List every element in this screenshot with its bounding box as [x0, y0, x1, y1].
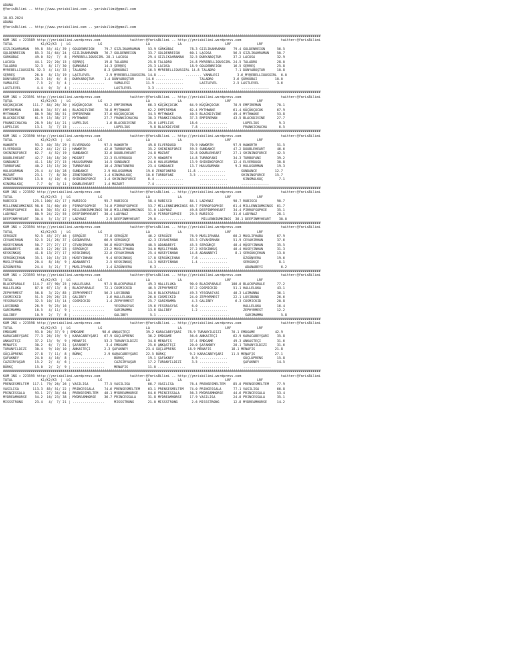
column-header-line: TOTAL K1/K2/K3 | LG LG LA LA LRF LRF: [3, 98, 264, 103]
text-line: KARACABEYŞARI 77.3 26/ 19/ 9 | KARACABEYŞARI 67.9 GÜÇLÜPRENS 36.2 EMDGAME 56.6 ANKASTEÇI 62.9 KARACABEYŞARI 35.8: [3, 334, 285, 339]
text-line: SUNDANCE 41.1 18/ 27/ 15 | HULUSURMAN 14.5 SUNDANCE 24.6 HULUSURMAN 13.9 SHININGFORCE 12.4 ELVERDUGO 30.8: [3, 159, 285, 164]
text-line: ADANA: [3, 20, 13, 25]
text-line: LACOSA 44.1 22/ 20/ 15 | SERREŞ 19.8 TALADRO 25.8 TALADRO 24.8 MYREBELLIOUSGIRL 24.5 TALADRO 28.0: [3, 59, 285, 64]
text-line: SERREŞ 26.0 8/ 13/ 19 | LASTLEVEL 2.9 MYREBELLIOUSGIRL 14.8 .... ........ VAMALESI 3.6 MYREBELLIOUSGIRL 6.0: [3, 72, 287, 77]
text-line: ANKASTEÇI 37.2 13/ 9/ 9 | MENAFIS 53.3 TURANYILDIZI 34.8 MENAFIS 37.4 EMDGAME 49.3 ANKASTEÇI 31.6: [3, 338, 285, 343]
text-line: SHININGFORCE 62.7 4/ 52/ 19 | SUNDANCE 32.6 DOUBLEHEART 24.8 MOZART 32.8 DOUBLEHEART 27.1 SHININGFORCE 42.5: [3, 151, 285, 156]
separator-line: ################################################################################################################################################################: [3, 268, 321, 273]
text-line: DEEPINMYHEART 30.4 5/ 13/ 27 | LADYNAZ 2.9 DEEPINMYHEART 29.0 .............. MILLENNIUMKINGS 30.1 DEEPINMYHEART 30.0: [3, 216, 287, 221]
text-line: HALLELUKA 87.0 67/ 13/ 8 | BLACKPARALE 72.1 COSMICKID 46.5 ZEPHYRMEST 57.2 COSMICKID 51.1 HALLELUKA 43.1: [3, 286, 285, 291]
race-header-line: KUM 1NG = 223591 http://yarisbilimi.wordpress.com twitter:@YarisBilimi -- http://yarisbilimi.wordpress.com twitter:@YarisBilimi: [3, 94, 321, 99]
race-header-line: KUM 1NG = 223593 http://yarisbilimi.wordpress.com twitter:@YarisBilimi -- http://yarisbilimi.wordpress.com twitter:@YarisBilimi: [3, 273, 321, 278]
text-line: SERGÜKÇEHAN 35.1 10/ 15/ 23 | HÜSEYINHAN 9.4 KESKINKUŞ 17.0 SERGÜKÇEHAN 7.6 .............. ÖZGÜNVERA 19.6: [3, 255, 285, 260]
text-line: MISSSTRONG 23.4 4/ 7/ 21 | ................ MISSSTRONG 21.0 MISSSTRONG 2.6 MISSSTRONG 12.8 MYDREAMHORSE 14.2: [3, 399, 285, 404]
text-line: CEVAHIRHAN 52.5 21/ 26/ 37 | ÖZGÜNVERA 66.9 SERGÜKÇE 42.3 CEVAHIRHAN 53.3 CEVAHIRHAN 51.9 CEVAHIRHAN 37.6: [3, 238, 285, 243]
text-line: KESKINKUŞ 41.8 13/ 27/ 17 | KESKINKUŞ 22.0 CEVAHIRHAN 25.4 HÜSEYINHAN 14.8 ADANABEYI 8.1 SERGÜKÇEHAN 13.0: [3, 251, 285, 256]
separator-line: ################################################################################################################################################################: [3, 90, 321, 95]
text-line: BÜRKÇ 15.0 2/ 2/ 9 | ................ MENAFIS 11.0 .............. .............. ..............: [3, 364, 271, 369]
separator-line: ################################################################################################################################################################: [3, 33, 321, 38]
text-line: YESGRASYAS 32.5 10/ 15/ 14 | COSMICKID 1.4 ZEPHYRMEST 25.7 SARIMAMMA 4.3 GALIBEY 6.3 COSMICKID 20.8: [3, 299, 285, 304]
race-header-line: KUM 1NG = 223594 http://yarisbilimi.wordpress.com twitter:@YarisBilimi -- http://yarisbilimi.wordpress.com twitter:@YarisBilimi: [3, 225, 321, 230]
text-line: PRENSESMELTEM 117.1 79/ 26/ 26 | VASILISA 77.5 VASILISA 66.7 VASILISA 76.4 PRENSESMELTEM 85.0 PRENSESMELTEM 77.9: [3, 382, 285, 387]
text-line: LASTLEVEL 4.4 0/ 3/ 4 | ................ LASTLEVEL 3.3 .............. .............. ..............: [3, 85, 269, 90]
column-header-line: TOTAL K1/K2/K3 | LG LG LA LA LRF LRF: [3, 377, 264, 382]
text-line: SERGÜZE 92.5 45/ 27/ 46 | SERGÜZE 77.8 SERGÜZE 46.2 SERGÜZE 76.9 MUSLIFHABA 60.2 MUSLIFHABA 67.9: [3, 234, 285, 239]
text-line: @YarisBilimi -- http://www.yarisbilimi.com -- yarisbilimi@gmail.com: [3, 7, 136, 12]
separator-line: ################################################################################################################################################################: [3, 316, 321, 321]
text-line: ADANA: [3, 3, 13, 7]
text-line: DOUBLEHEART 42.7 16/ 18/ 20 | MOZART 22.3 ELVERDUGO 27.9 HAWORTH 14.8 TURBOFANI 34.3 TURBOFANI 39.2: [3, 155, 285, 160]
text-line: ŞAFAKNEY 24.0 4/ 16/ 8 | ................ BÜRKÇ 19.1 ŞAFAKNEY 8.9 .............. GÜÇLÜPRENS 15.8: [3, 356, 285, 361]
column-header-line: TOTAL K1/K2/K3 | LG LG LA LA LRF LRF: [3, 138, 264, 143]
text-line: MYDREAMHORSE 54.2 16/ 23/ 38 | MYDREAMHORSE 36.7 PRINCESSALA 31.8 MYDREAMHORSE 17.9 VASILISA 24.0 PRINCESSALA 35.1: [3, 395, 285, 400]
text-line: MENAFIS 30.2 6/ 7/ 31 | ŞAFAKNEY 3.4 EMDGAME 25.6 ANKASTEÇI 20.0 ŞAFAKNEY 20.1 TURANYILDIZI 31.6: [3, 343, 285, 348]
text-line: TURBOFANI 40.2 15/ 15/ 20 | TURBOFANI 10.4 ZENOTONERO 23.4 SUNDANCE 13.7 HULUSURMAN 9.3 HULUSURMAN 19.3: [3, 164, 285, 169]
text-line: SÜRKÜBAI 49.0 52/ 7/ 8 | MYREBELLIOUSGIRL 28.1 LACOSA 29.4 GIZLIKAHRAMAN 32.5 DÜNYABOŞTUR 37.2 LACOSA 32.9: [3, 55, 285, 60]
text-line: ADANABEYI 46.3 12/ 26/ 23 | SERGÜKÇE 23.2 MUSLIFHABA 34.0 MUSLIFHABA 27.2 KESKINKUŞ 40.4 HÜSEYINHAN 31.3: [3, 247, 285, 252]
text-line: BLACKDIVINE 61.9 15/ 38/ 27 | MYTHWAKE 27.7 FRANKICHACHA 30.3 FRANKICHACHA 37.3 EMPIREMAN 43.5 BLACKDIVINE 27.7: [3, 116, 285, 121]
text-line: ZENOTONERO 13.0 4/ 10/ 6 | SHININGFORCE 1.4 SHININGFORCE 6.4 .............. .............. KINGMALKOÇ 7.1: [3, 177, 285, 182]
text-line: ÖZGÜNVERA 24.4 5/ 21/ 7 | MUSLIFHABA 1.4 ÖZGÜNVERA 6.3 .............. .............. ADANABEYI 6.2: [3, 264, 287, 269]
text-line: VAMALESI 7.5 2/ 5/ 4 | ................ VAMALESI 11.9 .............. LASTLEVEL 2.5 LASTLEVEL 3.6: [3, 81, 283, 86]
text-line: TALADRO 32.3 8/ 17/ 30 | ŞÜRKÜBAI 14.3 SERREŞ 25.3 LACOSA 18.9 GOLDENREIGN 16.5 SERREŞ 25.8: [3, 64, 285, 69]
text-line: PRINCESSALA 93.1 27/ 34/ 64 | PRENSESMELTEM 40.1 MYDREAMHORSE 64.6 PRINCESSALA 56.3 MYDREAMHORSE 44.6 PRINCESSALA 53.4: [3, 390, 285, 395]
text-line: LUPELIUS 13.1 3/ 7/ 15 | ................ LUPELIUS 9.8 BLACKDIVINE 7.8 .............. FRANKICHACHA 6.5: [3, 125, 285, 130]
race-header-line: KUM 1NG = 223589 http://yarisbilimi.wordpress.com twitter:@YarisBilimi -- http://yarisbilimi.wordpress.com twitter:@YarisBilimi: [3, 37, 321, 42]
text-line: BLACKPARALE 114.7 47/ 90/ 25 | HALLELUKA 97.5 BLACKPARALE 49.3 HALLELUKA 90.0 BLACKPARALE 100.0 BLACKPARALE 77.2: [3, 282, 285, 286]
column-header-line: TOTAL K1/K2/K3 | LG LG LA LA LRF LRF: [3, 325, 264, 330]
text-line: GIZLIKAHRAMAN 99.8 55/ 41/ 39 | GOLDENREIGN 79.7 GIZLIKAHRAMAN 53.9 SÜRKÜBAI 78.3 GIZLIKAHRAMAN 79.4 GOLDENREIGN 56.5: [3, 46, 285, 51]
text-line: VASILISA 113.3 85/ 51/ 22 | PRINCESSALA 74.6 PRENSESMELTEM 63.1 PRENSESMELTEM 74.0 PRINCESSALA 77.1 VASILISA 66.8: [3, 386, 285, 391]
text-line: MYTHWAKE 86.9 36/ 38/ 51 | EMPIREMAN 37.6 KÜÇÜKÇOCUK 34.5 MYTHWAKE 40.5 BLACKDIVINE 49.4 MYTHWAKE 53.8: [3, 111, 285, 116]
text-line: MUSLIFHABA 20.4 8/ 16/ 9 | ADANABEYI 2.5 KESKINKUŞ 14.3 HÜSEYINHAN 1.4 .............. SERGÜKÇE 8.1: [3, 260, 285, 265]
text-line: PIRROFSOPHIE 84.6 30/ 53/ 42 | MILLENNIUMKINGS 50.8 MILLENNIUMKINGS 51.0 LADYNAZ 49.8 DEEPINMYHEART 34.4 PIRROFSOPHIE 35.1: [3, 207, 285, 212]
column-header-line: TOTAL K1/K2/K3 | LG LG LA LA LRF LRF: [3, 194, 264, 199]
text-line: KINGMALKOÇ 7.7 0/ 3/ 11 | DOUBLEHEART 1.4 MOZART 7.4 .............. .............. ..............: [3, 181, 269, 186]
text-line: MOZART 23.1 7/ 8/ 30 | ZENOTONERO 1.4 KINGMALKOÇ 10.6 TURBOFANI 3.5 .............. SHININGFORCE 15.7: [3, 173, 283, 178]
race-header-line: KUM 1NG = 223592 http://yarisbilimi.wordpress.com twitter:@YarisBilimi -- http://yarisbilimi.wordpress.com twitter:@YarisBilimi: [3, 190, 321, 195]
text-line: KÜÇÜKÇOCUK 111.7 84/ 26/ 30 | KÜÇÜKÇOCUK 92.2 EMPIREMAN 66.3 KÜÇÜKÇOCUK 64.9 KÜÇÜKÇOCUK 70.9 EMPIREMAN 70.1: [3, 103, 285, 108]
column-header-line: TOTAL K1/K2/K3 | LG LG LA LA LRF LRF: [3, 229, 264, 234]
text-line: ZEPHYRMEST 56.8 3/ 22/ 85 | ZEPHYRMEST 56.3 LOVIBOND 34.6 BLACKPARALE 49.3 YESGRASYAS 40.3 LAIMANNA 36.1: [3, 290, 285, 295]
text-line: MYREBELLIOUSGIRL 32.3 4/ 14/ 33 | TALADRO 8.3 ŞÜRKÜBAI 16.5 MYREBELLIOUSGIRL 14.8 TALADRO 7.1 DÜNYABOŞTUR 10.8: [3, 68, 285, 73]
text-line: CAZGIRYAŞAR 15.2 2/ 4/ 6 | ................ CAZGIRYAŞAR 17.2 TURANYILDIZI 3.5 .............. ŞAFAKNEY 14.5: [3, 360, 285, 365]
text-line: FRANKICHACHA 28.9 16/ 14/ 21 | LUPELIUS 1.6 BLACKDIVINE 25.6 LUPELIUS 18.6 .............. LUPELIUS 9.3: [3, 120, 285, 125]
text-line: DÜNYABOŞTUR 20.3 16/ 6/ 8 | DÜNYABOŞTUR 1.4 DÜNYABOŞTUR 14.6 .............. TALADRO 3.6 ŞÜRKÜBAI 10.0: [3, 77, 283, 82]
text-line: HAWORTH 93.3 40/ 35/ 29 | ELVERDUGO 97.5 HAWORTH 49.8 ELVERDUGO 70.9 HAWORTH 97.9 HAWORTH 51.5: [3, 142, 285, 147]
text-line: GÜÇLÜPRENS 27.8 7/ 11/ 8 | BÜRKÇ 2.9 KARACABEYŞARI 22.5 BÜRKÇ 9.2 KARACABEYŞARI 11.5 MENAFIS 27.1: [3, 351, 283, 356]
text-line: SARIMAMMA 16.5 4/ 11/ 9 | ................ SARIMAMMA 13.6 GALIBEY 1.2 .............. ZEPHYRMEST 12.2: [3, 308, 285, 313]
separator-line: ################################################################################################################################################################: [3, 220, 321, 225]
text-line: ELVERDUGO 82.2 44/ 12/ 12 | HAWORTH 42.0 TURBOFANI 35.2 SHININGFORCE 59.5 SUNDANCE 47.2 DOUBLEHEART 46.6: [3, 146, 285, 151]
text-line: HÜSEYINHAN 50.7 27/ 27/ 17 | CEVAHIRHAN 56.8 HÜSEYINHAN 40.5 ADANABEYI 45.5 SERGÜKÇE 40.4 HÜSEYINHAN 35.5: [3, 242, 285, 247]
text-line: LADYNAZ 80.9 24/ 22/ 55 | DEEPINMYHEART 30.4 LADYNAZ 37.0 PIRROFSOPHIE 29.5 RUBISCO 31.6 LADYNAZ 28.1: [3, 212, 285, 217]
text-line: HULUSURMAN 25.4 4/ 10/ 28 | SUNDANCE 2.9 HULUSURMAN 19.6 ZENOTONERO 11.8 .............. SUNDANCE 12.7: [3, 168, 283, 173]
text-line: LOVIBOND 26.9 9/ 25/ 16 | ................ YESGRASYAS 19.6 YESGRASYAS 6.0 .............. HALLELUKA 16.4: [3, 303, 285, 308]
text-line: 10.03.2024: [3, 16, 23, 21]
results-document: [3, 3, 529, 404]
separator-line: ################################################################################################################################################################: [3, 369, 321, 374]
text-line: TURANYILDIZI 30.4 9/ 10/ 10 | ANKASTEÇI 2.3 ŞAFAKNEY 23.4 GÜÇLÜPRENS 18.9 MENAFIS 18.1 MENAFIS 21.8: [3, 347, 283, 352]
separator-line: ################################################################################################################################################################: [3, 129, 321, 134]
race-header-line: KUM 1NG = 223590 http://yarisbilimi.wordpress.com twitter:@YarisBilimi -- http://yarisbilimi.wordpress.com twitter:@YarisBilimi: [3, 133, 321, 138]
text-line: MILLENNIUMKINGS 98.6 31/ 60/ 49 | PIRROFSOPHIE 74.0 PIRROFSOPHIE 53.7 MILLENNIUMKINGS 65.7 PIRROFSOPHIE 61.4 MILLENNIUMKINGS 61.7: [3, 203, 285, 208]
text-line: EMPIREMAN 100.6 34/ 57/ 46 | BLACKDIVINE 70.8 MYTHWAKE 62.2 EMPIREMAN 62.4 MYTHWAKE 61.4 KÜÇÜKÇOCUK 67.9: [3, 107, 285, 112]
text-line: @YarisBilimi -- http://www.yarisbilimi.com -- yarisbilimi@gmail.com: [3, 24, 136, 29]
text-line: RUBISCO 125.1 100/ 42/ 17 | RUBISCO 95.7 RUBISCO 58.4 RUBISCO 84.1 LADYNAZ 90.7 RUBISCO 90.7: [3, 199, 285, 204]
separator-line: ################################################################################################################################################################: [3, 186, 321, 191]
text-line: COSMICKID 51.5 29/ 26/ 23 | GALIBEY 1.6 HALLELUKA 26.0 COSMICKID 24.0 ZEPHYRMEST 22.1 LOVIBOND 26.6: [3, 295, 285, 300]
column-header-line: TOTAL K1/K2/K3 | LG LG LA LA LRF LRF: [3, 42, 264, 47]
text-line: EMDGAME 93.0 26/ 37/ 9 | EMDGAME 98.6 ANKASTEÇI 39.2 KARACABEYŞARI 78.9 TURANYILDIZI 70.1 EMDGAME 42.9: [3, 329, 283, 334]
race-header-line: KUM 1NG = 223595 http://yarisbilimi.wordpress.com twitter:@YarisBilimi -- http://yarisbilimi.wordpress.com twitter:@YarisBilimi: [3, 373, 321, 378]
column-header-line: TOTAL K1/K2/K3 | LG LG LA LA LRF LRF: [3, 277, 264, 282]
text-line: GALIBEY 10.9 2/ 7/ 8 | ................ GALIBEY 5.1 .............. .............. SARIMAMMA 5.8: [3, 312, 287, 317]
text-line: GOLDENREIGN 85.3 31/ 64/ 24 | GIZLIKAHRAMAN 76.7 GOLDENREIGN 33.7 GOLDENREIGN 60.1 LACOSA 56.5 GIZLIKAHRAMAN 50.7: [3, 50, 285, 55]
race-header-line: KUM 2NG = 223598 http://yarisbilimi.wordpress.com twitter:@YarisBilimi -- http://yarisbilimi.wordpress.com twitter:@YarisBilimi: [3, 321, 321, 326]
